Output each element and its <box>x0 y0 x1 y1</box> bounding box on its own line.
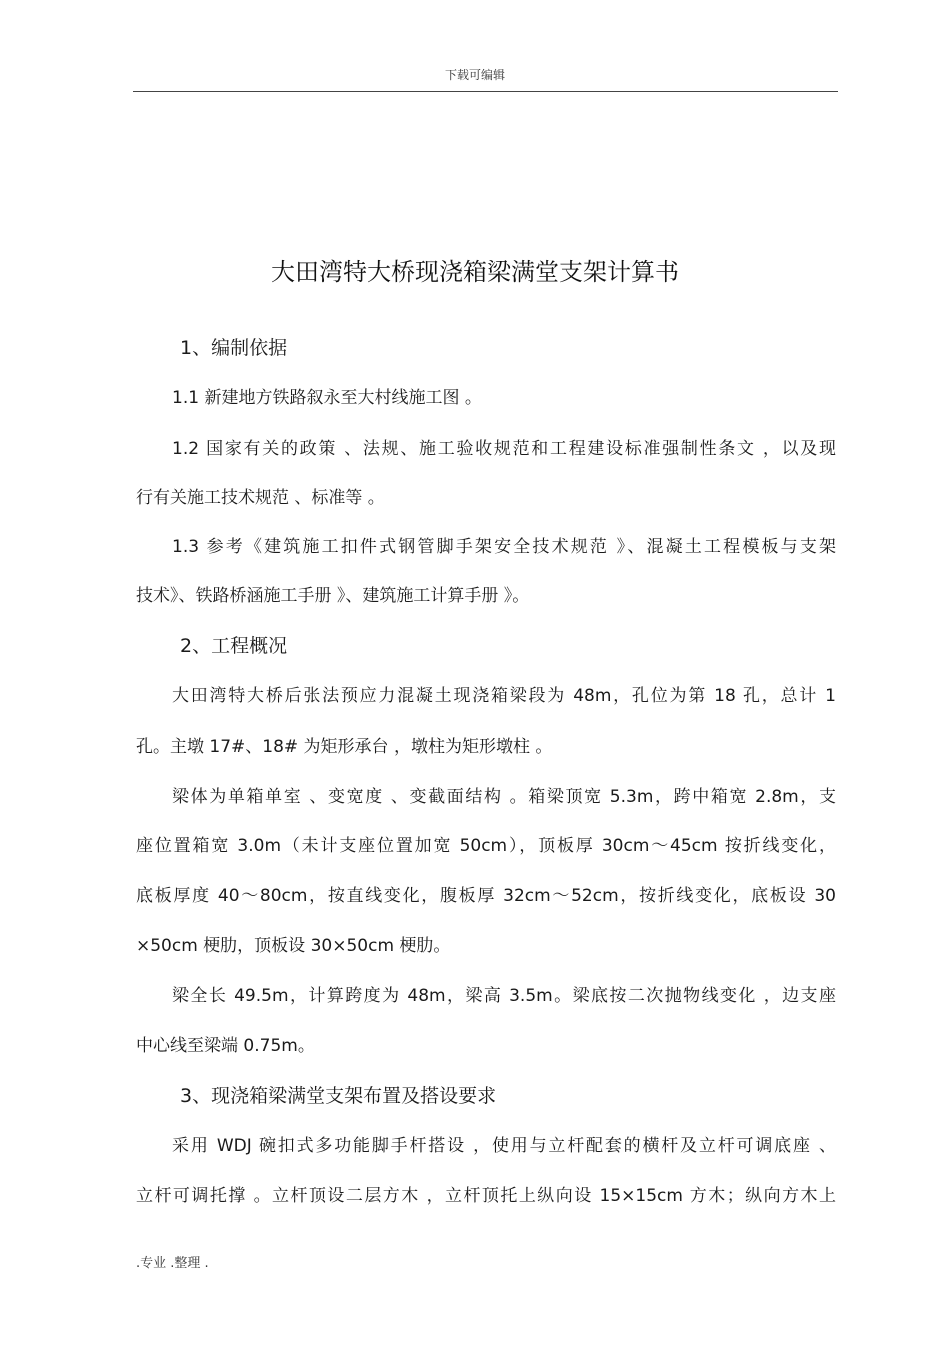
paragraph-line: 梁全长 49.5m，计算跨度为 48m，梁高 3.5m。梁底按二次抛物线变化 ，边支座 <box>172 986 836 1006</box>
paragraph-line: 大田湾特大桥后张法预应力混凝土现浇箱梁段为 48m，孔位为第 18 孔，总计 1 <box>172 686 836 706</box>
section-heading-2: 2、工程概况 <box>180 635 288 657</box>
section-heading-1: 1、编制依据 <box>180 337 288 359</box>
page-header: 下载可编辑 <box>444 68 505 82</box>
section-heading-3: 3、现浇箱梁满堂支架布置及搭设要求 <box>180 1085 497 1107</box>
paragraph-line: 1.1 新建地方铁路叙永至大村线施工图 。 <box>172 388 482 408</box>
paragraph-line: 孔。主墩 17#、18# 为矩形承台 ，墩柱为矩形墩柱 。 <box>136 737 553 757</box>
paragraph-line: 行有关施工技术规范 、标准等 。 <box>136 488 385 508</box>
document-title: 大田湾特大桥现浇箱梁满堂支架计算书 <box>271 258 679 286</box>
paragraph-line: 技术》、铁路桥涵施工手册 》、建筑施工计算手册 》。 <box>136 586 530 606</box>
paragraph-line: 采用 WDJ 碗扣式多功能脚手杆搭设 ，使用与立杆配套的横杆及立杆可调底座 、 <box>172 1136 836 1156</box>
paragraph-line: 1.3 参考《建筑施工扣件式钢管脚手架安全技术规范 》、混凝土工程模板与支架 <box>172 537 836 557</box>
paragraph-line: 1.2 国家有关的政策 、法规、施工验收规范和工程建设标准强制性条文 ，以及现 <box>172 439 836 459</box>
paragraph-line: 底板厚度 40～80cm，按直线变化，腹板厚 32cm～52cm，按折线变化，底板设 30 <box>136 886 836 906</box>
paragraph-line: 中心线至梁端 0.75m。 <box>136 1036 315 1056</box>
paragraph-line: 立杆可调托撑 。立杆顶设二层方木 ，立杆顶托上纵向设 15×15cm 方木；纵向方木上 <box>136 1186 836 1206</box>
header-divider <box>133 91 838 92</box>
paragraph-line: 梁体为单箱单室 、变宽度 、变截面结构 。箱梁顶宽 5.3m，跨中箱宽 2.8m，支 <box>172 787 836 807</box>
paragraph-line: ×50cm 梗肋，顶板设 30×50cm 梗肋。 <box>136 936 451 956</box>
page-footer: .专业 .整理 . <box>136 1256 209 1271</box>
paragraph-line: 座位置箱宽 3.0m（未计支座位置加宽 50cm），顶板厚 30cm～45cm 按折线变化， <box>136 836 836 856</box>
